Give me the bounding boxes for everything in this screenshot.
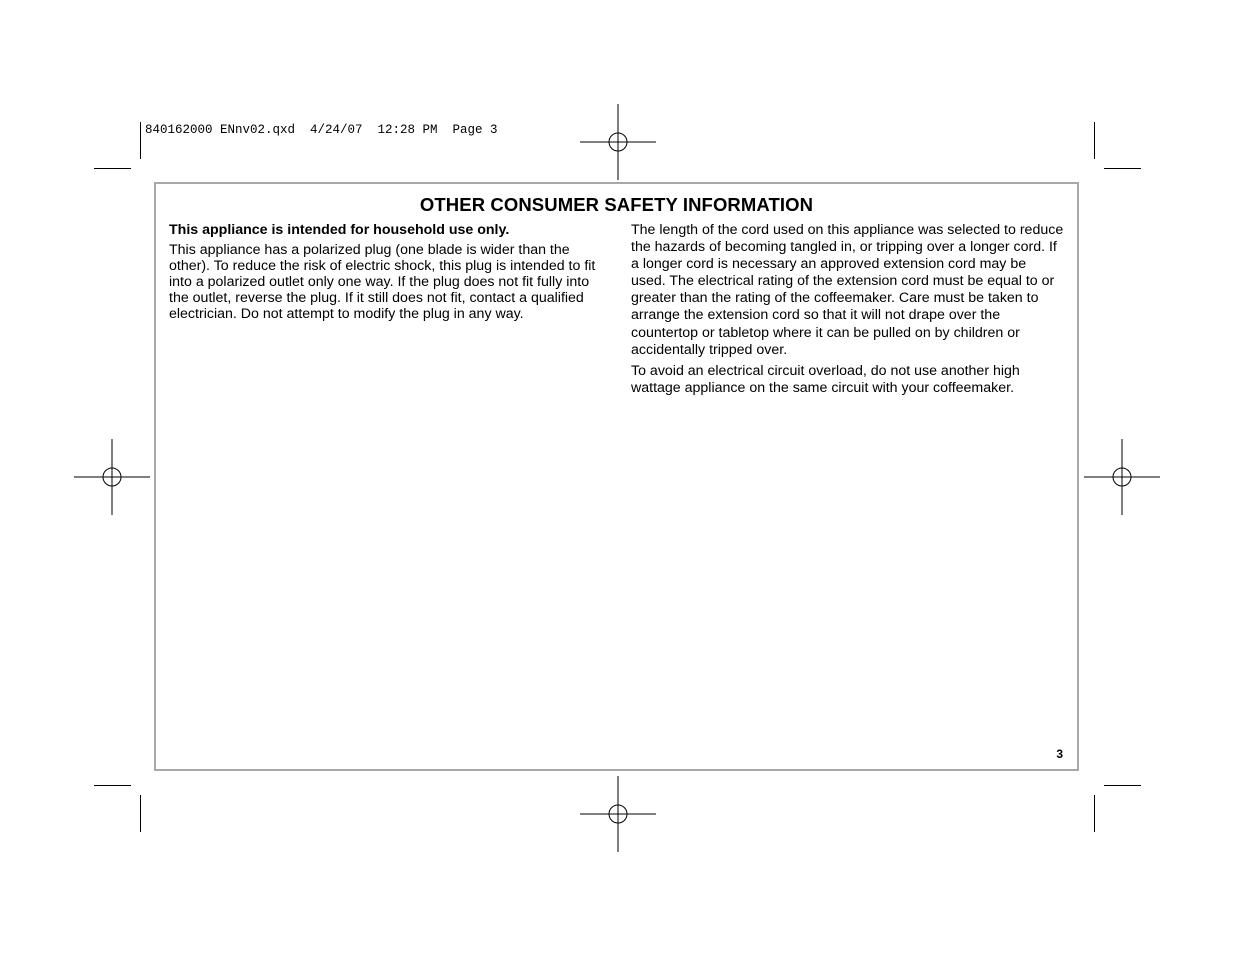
registration-target-icon: [580, 776, 656, 852]
crop-mark: [140, 122, 141, 159]
registration-target-icon: [580, 104, 656, 180]
right-column: [631, 222, 1064, 401]
household-use-notice: This appliance is intended for household use only.: [169, 222, 510, 238]
crop-mark: [1094, 795, 1095, 832]
circuit-overload-paragraph: To avoid an electrical circuit overload, do not use another high wattage appliance on the same circuit with your coffeemaker.: [631, 362, 1020, 396]
cord-length-paragraph: The length of the cord used on this appliance was selected to reduce the hazards of becoming tangled in, or tripping over a longer cord. If a longer cord is necessary an approved extension cord may be used. The electrical rating of the extension cord must be equal to or greater than the rating of the coffeemaker. Care must be taken to arrange the extension cord so that it will not drape over the countertop or tabletop where it can be pulled on by children or accidentally tripped over.: [631, 222, 1064, 358]
registration-target-icon: [74, 439, 150, 515]
page-title: OTHER CONSUMER SAFETY INFORMATION: [419, 194, 814, 215]
polarized-plug-paragraph: This appliance has a polarized plug (one blade is wider than the other). To reduce the risk of electric shock, this plug is intended to fit into a polarized outlet only one way. If the plug does not fit fully into the outlet, reverse the plug. If it still does not fit, contact a qualified electrician. Do not attempt to modify the plug in any way.: [169, 242, 596, 322]
crop-mark: [1104, 168, 1141, 169]
crop-mark: [1094, 122, 1095, 159]
crop-mark: [1104, 785, 1141, 786]
page-number: 3: [1056, 747, 1063, 761]
file-slug-line: 840162000 ENnv02.qxd 4/24/07 12:28 PM Page 3: [145, 123, 498, 137]
crop-mark: [94, 168, 131, 169]
registration-target-icon: [1084, 439, 1160, 515]
crop-mark: [94, 785, 131, 786]
crop-mark: [140, 795, 141, 832]
left-column: [169, 222, 601, 326]
content-panel: [154, 182, 1079, 771]
